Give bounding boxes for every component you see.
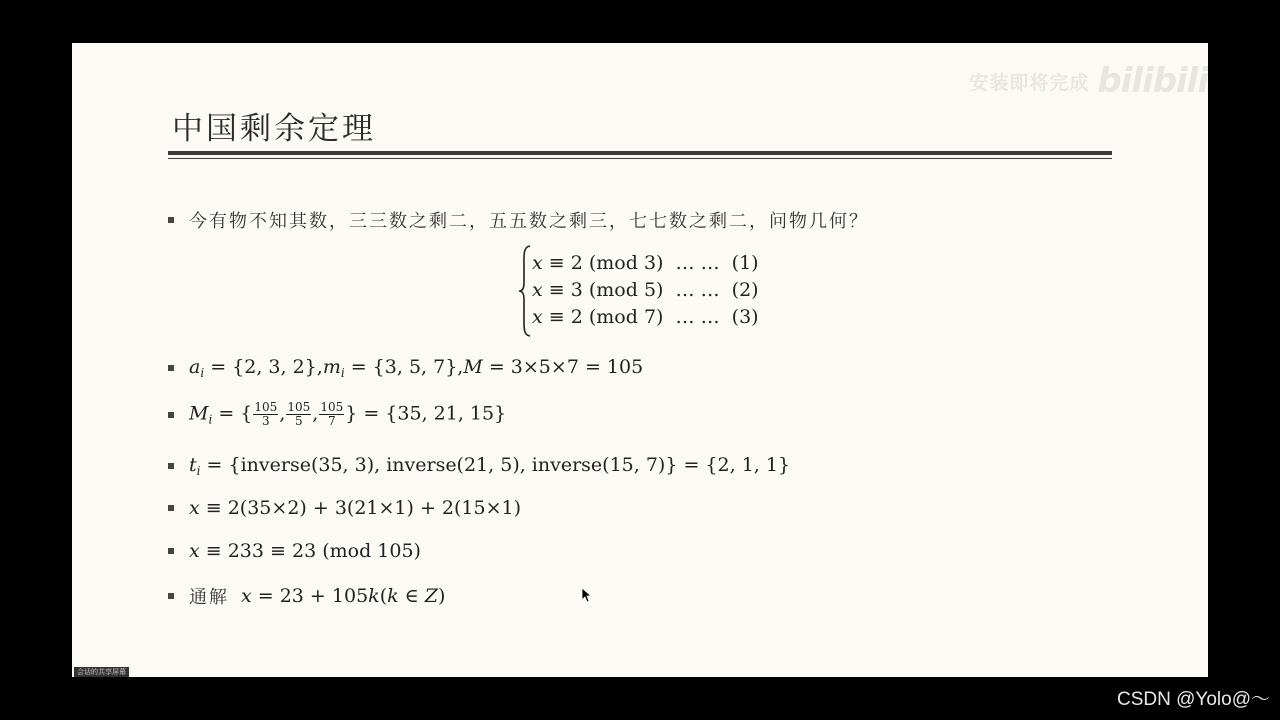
congruence-system: [518, 245, 758, 337]
title-rule-thick: [168, 151, 1112, 155]
bullet-Mi: [168, 401, 506, 428]
bullet-square-icon: [168, 463, 174, 469]
bullet-ti: [168, 454, 790, 478]
bullet-square-icon: [168, 412, 174, 418]
screen-share-tag: 会话的共享屏幕: [74, 667, 129, 677]
bullet-square-icon: [168, 365, 174, 371]
congruence-2: x ≡ 3 (mod 5) … … (2): [532, 279, 759, 301]
bullet-square-icon: [168, 593, 174, 599]
general-solution-formula: x = 23 + 105k(k ∈ Z): [241, 585, 446, 607]
watermark-text: 安装即将完成: [969, 71, 1090, 94]
bullet-ai-mi: [168, 356, 643, 380]
bullet-square-icon: [168, 505, 174, 511]
bullet-x-sum: [168, 497, 521, 519]
mouse-pointer-icon: [581, 587, 591, 603]
general-solution-label: 通解: [189, 587, 229, 608]
fraction-105-7: $\frac{105}{7}$: [320, 400, 344, 428]
congruence-3: x ≡ 2 (mod 7) … … (3): [532, 306, 759, 328]
ai-mi-formula: $a_i = \{2$, 3, $2\},m_i = \{3$, 5, 7},M = 3×5×7 = 105: [189, 356, 644, 380]
fraction-105-3: $\frac{105}{3}$: [254, 400, 278, 428]
x-sum-formula: x ≡ 2(35×2) + 3(21×1) + 2(15×1): [189, 497, 522, 519]
bullet-square-icon: [168, 217, 174, 223]
title-rule-thin: [168, 158, 1112, 159]
x-result-formula: x ≡ 233 ≡ 23 (mod 105): [189, 540, 421, 562]
congruence-1: x ≡ 2 (mod 3) … … (1): [532, 252, 759, 274]
problem-text: 今有物不知其数，三三数之剩二，五五数之剩三，七七数之剩二，问物几何？: [189, 211, 869, 232]
bullet-square-icon: [168, 548, 174, 554]
bullet-x-result: [168, 540, 421, 562]
csdn-footer-watermark: CSDN @Yolo@～: [1117, 689, 1270, 710]
slide-title: 中国剩余定理: [172, 111, 376, 147]
bilibili-logo: bilibili: [1097, 61, 1208, 101]
ti-formula: $t_i$ = {inverse(35, 3), inverse(21, 5), inverse(15, 7)} = {2, 1, 1}: [189, 454, 791, 478]
presentation-slide: [72, 43, 1208, 677]
bullet-general-solution: [168, 583, 445, 609]
bullet-problem: [168, 207, 869, 233]
Mi-formula: $M_i$ = { $\frac{105}{3}$ , $\frac{105}{5}$ , $\frac{105}{7}$ } = {35, 21, 15}: [189, 400, 507, 428]
bilibili-watermark: [969, 61, 1208, 101]
fraction-105-5: $\frac{105}{5}$: [287, 400, 311, 428]
left-brace-icon: [518, 245, 532, 337]
